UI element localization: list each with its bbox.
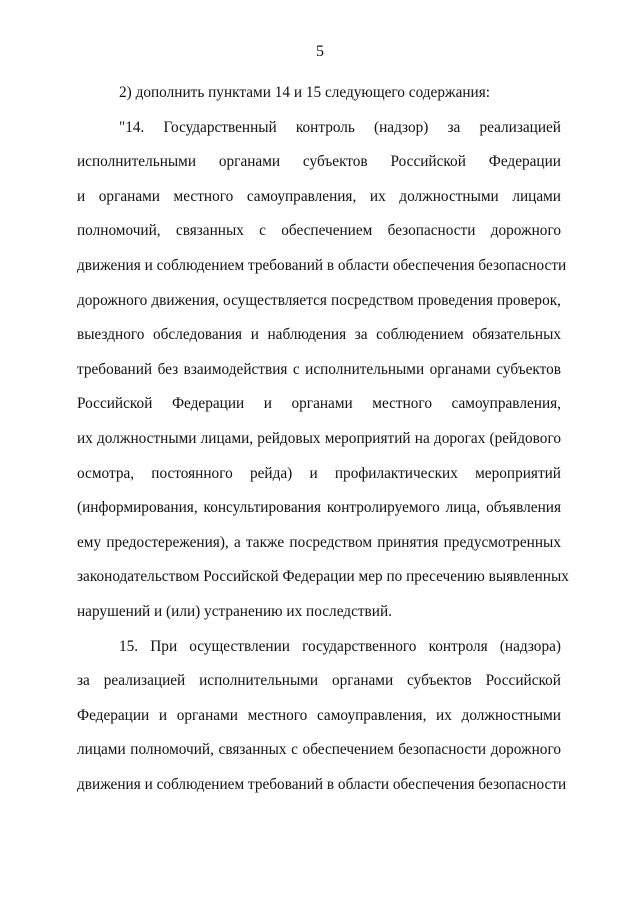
text-line: за реализацией исполнительными органами субъектов Российской	[77, 672, 561, 690]
text-line: Российской Федерации и органами местного самоуправления,	[77, 395, 561, 413]
text-line: и органами местного самоуправления, их должностными лицами	[77, 187, 561, 205]
paragraph-item-14	[77, 115, 569, 634]
text-line: дорожного движения, осуществляется посредством проведения проверок,	[77, 291, 561, 309]
paragraph-intro: 2) дополнить пунктами 14 и 15 следующего содержания:	[119, 84, 491, 101]
text-line: движения и соблюдением требований в области обеспечения безопасности	[77, 775, 567, 793]
text-line: требований без взаимодействия с исполнительными органами субъектов	[77, 360, 561, 378]
page-number: 5	[316, 43, 324, 60]
text-line: их должностными лицами, рейдовых мероприятий на дорогах (рейдового	[77, 429, 561, 447]
text-line: лицами полномочий, связанных с обеспечением безопасности дорожного	[77, 741, 561, 759]
text-line: выездного обследования и наблюдения за соблюдением обязательных	[77, 326, 561, 344]
text-line: исполнительными органами субъектов Российской Федерации	[77, 153, 561, 171]
text-line: осмотра, постоянного рейда) и профилактических мероприятий	[77, 464, 561, 482]
text-line: законодательством Российской Федерации мер по пресечению выявленных	[77, 568, 569, 586]
text-line: нарушений и (или) устранению их последствий.	[77, 602, 392, 620]
text-line: (информирования, консультирования контролируемого лица, объявления	[77, 499, 561, 517]
text-line: движения и соблюдением требований в области обеспечения безопасности	[77, 256, 567, 274]
paragraph-item-15	[77, 634, 567, 807]
text-line: "14. Государственный контроль (надзор) за реализацией	[119, 118, 561, 136]
text-line: ему предостережения), а также посредством принятия предусмотренных	[77, 533, 561, 551]
document-body	[77, 80, 569, 806]
text-line: Федерации и органами местного самоуправления, их должностными	[77, 706, 561, 724]
text-line: 15. При осуществлении государственного контроля (надзора)	[119, 637, 561, 655]
text-line: полномочий, связанных с обеспечением безопасности дорожного	[77, 222, 561, 240]
